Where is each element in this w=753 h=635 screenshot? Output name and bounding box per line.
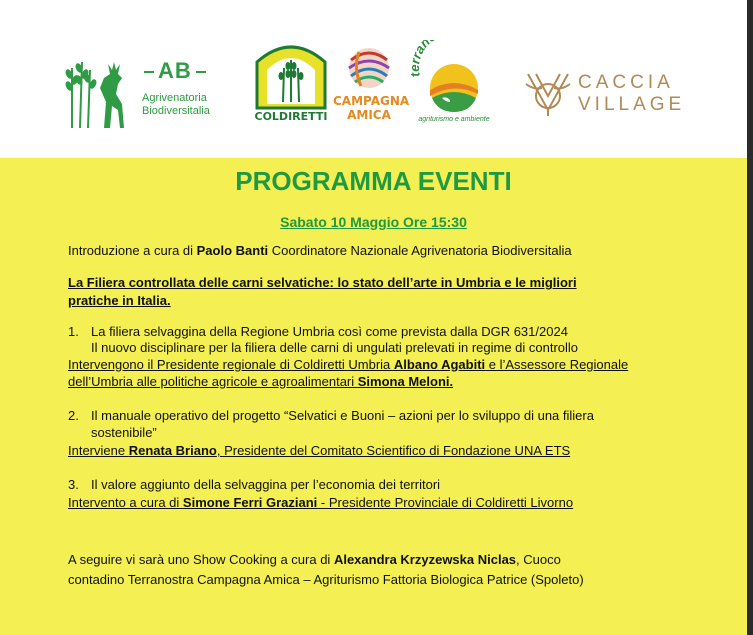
wheat-deer-icon [60,48,138,130]
subtitle-line-1: La Filiera controllata delle carni selvatiche: lo stato dell’arte in Umbria e le migliori [68,275,577,290]
item-3-speaker-line: Intervento a cura di Simone Ferri Graziani - Presidente Provinciale di Coldiretti Livorno [68,495,574,510]
campagna-amica-logo [333,44,410,130]
item-1-number: 1. [68,324,79,339]
item-1-speakers-line-2: dell’Umbria alle politiche agricole e agroalimentari Simona Meloni. [68,374,454,389]
closing-line-1: A seguire vi sarà uno Show Cooking a cura di Alexandra Krzyzewska Niclas, Cuoco [68,552,561,567]
subtitle-line-2: pratiche in Italia. [68,293,171,308]
item-2-number: 2. [68,408,79,423]
sun-field-icon [410,40,495,118]
item-1-line-1: La filiera selvaggina della Regione Umbria così come prevista dalla DGR 631/2024 [91,324,568,339]
logo-header [0,0,747,158]
terranostra-tagline: agriturismo e ambiente [418,116,490,123]
campagna-amica-name: CAMPAGNA AMICA [333,94,410,122]
coldiretti-emblem-icon [253,42,329,110]
ab-subtitle: Agrivenatoria Biodiversitalia [142,92,210,117]
terranostra-name: ran [410,40,433,61]
closing-line-2: contadino Terranostra Campagna Amica – Agriturismo Fattoria Biologica Patrice (Spoleto) [68,572,584,587]
item-1-line-2: Il nuovo disciplinare per la filiera delle carni di ungulati prelevati in regime di controllo [91,340,579,355]
terranostra-logo [410,40,495,128]
ab-title: AB [140,58,210,84]
caccia-village-logo [522,66,702,124]
program-title: PROGRAMMA EVENTI [235,166,512,196]
item-2-line-2: sostenibile” [91,425,157,440]
antler-emblem-icon [522,66,574,118]
ab-agrivenatoria-logo [60,48,220,130]
caccia-village-name: CACCIA VILLAGE [578,72,686,115]
item-2-line-1: Il manuale operativo del progetto “Selvatici e Buoni – azioni per lo sviluppo di una filiera [91,408,594,423]
coldiretti-logo [253,42,328,126]
introduction-line: Introduzione a cura di Paolo Banti Coordinatore Nazionale Agrivenatoria Biodiversitalia [68,243,572,258]
item-3-number: 3. [68,477,79,492]
item-3-line-1: Il valore aggiunto della selvaggina per l’economia dei territori [91,477,441,492]
item-1-speakers-line-1: Intervengono il Presidente regionale di Coldiretti Umbria Albano Agabiti e l’Assessore Regionale [68,357,629,372]
coldiretti-name: COLDIRETTI [254,110,328,123]
item-2-speaker-line: Interviene Renata Briano, Presidente del Comitato Scientifico di Fondazione UNA ETS [68,443,571,458]
event-date: Sabato 10 Maggio Ore 15:30 [280,214,467,230]
yarn-ball-icon [333,44,405,92]
